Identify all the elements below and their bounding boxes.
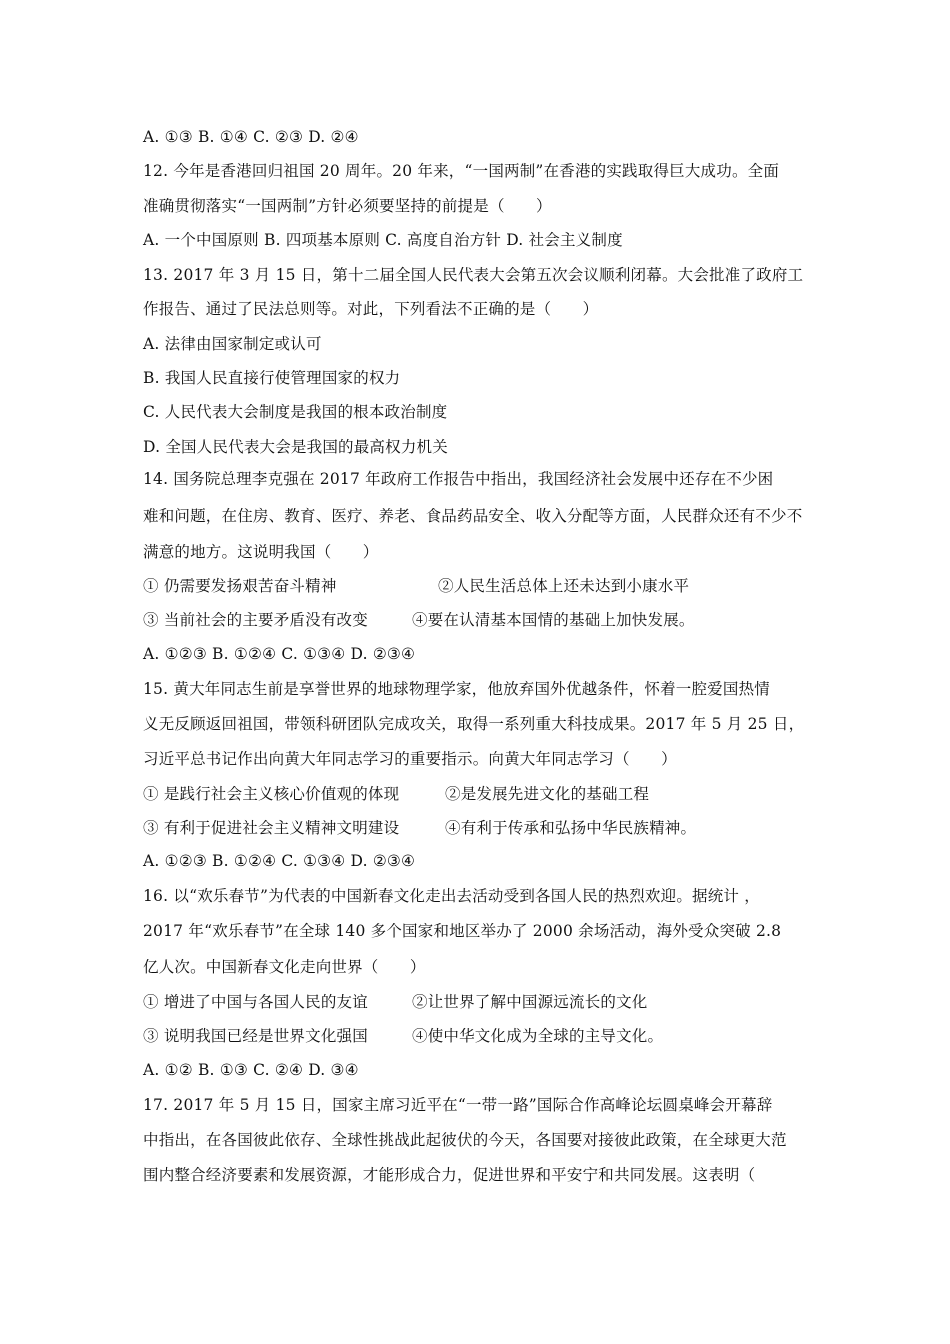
q15-options: A. ①②③ B. ①②④ C. ①③④ D. ②③④ (143, 852, 416, 870)
q16-stem-line-3: 亿人次。中国新春文化走向世界（ ） (143, 958, 426, 976)
q14-stem-line-3: 满意的地方。这说明我国（ ） (143, 543, 379, 561)
q15-stem-line-2: 义无反顾返回祖国，带领科研团队完成攻关，取得一系列重大科技成果。2017 年 5 月 25 日， (143, 715, 805, 733)
q16-stem-line-2: 2017 年“欢乐春节”在全球 140 多个国家和地区举办了 2000 余场活动，海外受众突破 2.8 (143, 922, 782, 940)
q15-item-2: ②是发展先进文化的基础工程 (445, 785, 650, 803)
q15-item-3: ③ 有利于促进社会主义精神文明建设 (143, 819, 400, 837)
q16-item-3: ③ 说明我国已经是世界文化强国 (143, 1027, 368, 1045)
q14-stem-line-1: 14. 国务院总理李克强在 2017 年政府工作报告中指出，我国经济社会发展中还存在不少困 (143, 470, 774, 488)
q13-stem-line-2: 作报告、通过了民法总则等。对此，下列看法不正确的是（ ） (143, 300, 599, 318)
q16-options: A. ①② B. ①③ C. ②④ D. ③④ (143, 1061, 359, 1079)
q16-item-1: ① 增进了中国与各国人民的友谊 (143, 993, 368, 1011)
q13-stem-line-1: 13. 2017 年 3 月 15 日，第十二届全国人民代表大会第五次会议顺利闭幕。大会批准了政府工 (143, 266, 804, 284)
q14-options: A. ①②③ B. ①②④ C. ①③④ D. ②③④ (143, 645, 416, 663)
q15-stem-line-3: 习近平总书记作出向黄大年同志学习的重要指示。向黄大年同志学习（ ） (143, 750, 677, 768)
q14-item-4: ④要在认清基本国情的基础上加快发展。 (412, 611, 695, 629)
q16-item-4: ④使中华文化成为全球的主导文化。 (412, 1027, 664, 1045)
q15-stem-line-1: 15. 黄大年同志生前是享誉世界的地球物理学家，他放弃国外优越条件，怀着一腔爱国热情 (143, 680, 770, 698)
q12-stem-line-2: 准确贯彻落实“一国两制”方针必须要坚持的前提是（ ） (143, 197, 552, 215)
q13-option-a: A. 法律由国家制定或认可 (143, 335, 322, 353)
q16-stem-line-1: 16. 以“欢乐春节”为代表的中国新春文化走出去活动受到各国人民的热烈欢迎。据统计 ， (143, 887, 760, 905)
q12-options: A. 一个中国原则 B. 四项基本原则 C. 高度自治方针 D. 社会主义制度 (143, 231, 623, 249)
q11-options: A. ①③ B. ①④ C. ②③ D. ②④ (143, 128, 359, 146)
q14-item-2: ②人民生活总体上还未达到小康水平 (438, 577, 690, 595)
q17-stem-line-1: 17. 2017 年 5 月 15 日，国家主席习近平在“一带一路”国际合作高峰论坛圆桌峰会开幕辞 (143, 1096, 773, 1114)
q14-stem-line-2: 难和问题，在住房、教育、医疗、养老、食品药品安全、收入分配等方面，人民群众还有不少不 (143, 507, 803, 525)
q15-item-1: ① 是践行社会主义核心价值观的体现 (143, 785, 400, 803)
q17-stem-line-2: 中指出，在各国彼此依存、全球性挑战此起彼伏的今天，各国要对接彼此政策，在全球更大范 (143, 1131, 787, 1149)
q17-stem-line-3: 围内整合经济要素和发展资源，才能形成合力，促进世界和平安宁和共同发展。这表明（ (143, 1166, 756, 1184)
q13-option-d: D. 全国人民代表大会是我国的最高权力机关 (143, 438, 448, 456)
q15-item-4: ④有利于传承和弘扬中华民族精神。 (445, 819, 697, 837)
q13-option-c: C. 人民代表大会制度是我国的根本政治制度 (143, 403, 448, 421)
q12-stem-line-1: 12. 今年是香港回归祖国 20 周年。20 年来，“一国两制”在香港的实践取得巨大成功。全面 (143, 162, 780, 180)
q13-option-b: B. 我国人民直接行使管理国家的权力 (143, 369, 401, 387)
q14-item-3: ③ 当前社会的主要矛盾没有改变 (143, 611, 368, 629)
q14-item-1: ① 仍需要发扬艰苦奋斗精神 (143, 577, 337, 595)
q16-item-2: ②让世界了解中国源远流长的文化 (412, 993, 648, 1011)
